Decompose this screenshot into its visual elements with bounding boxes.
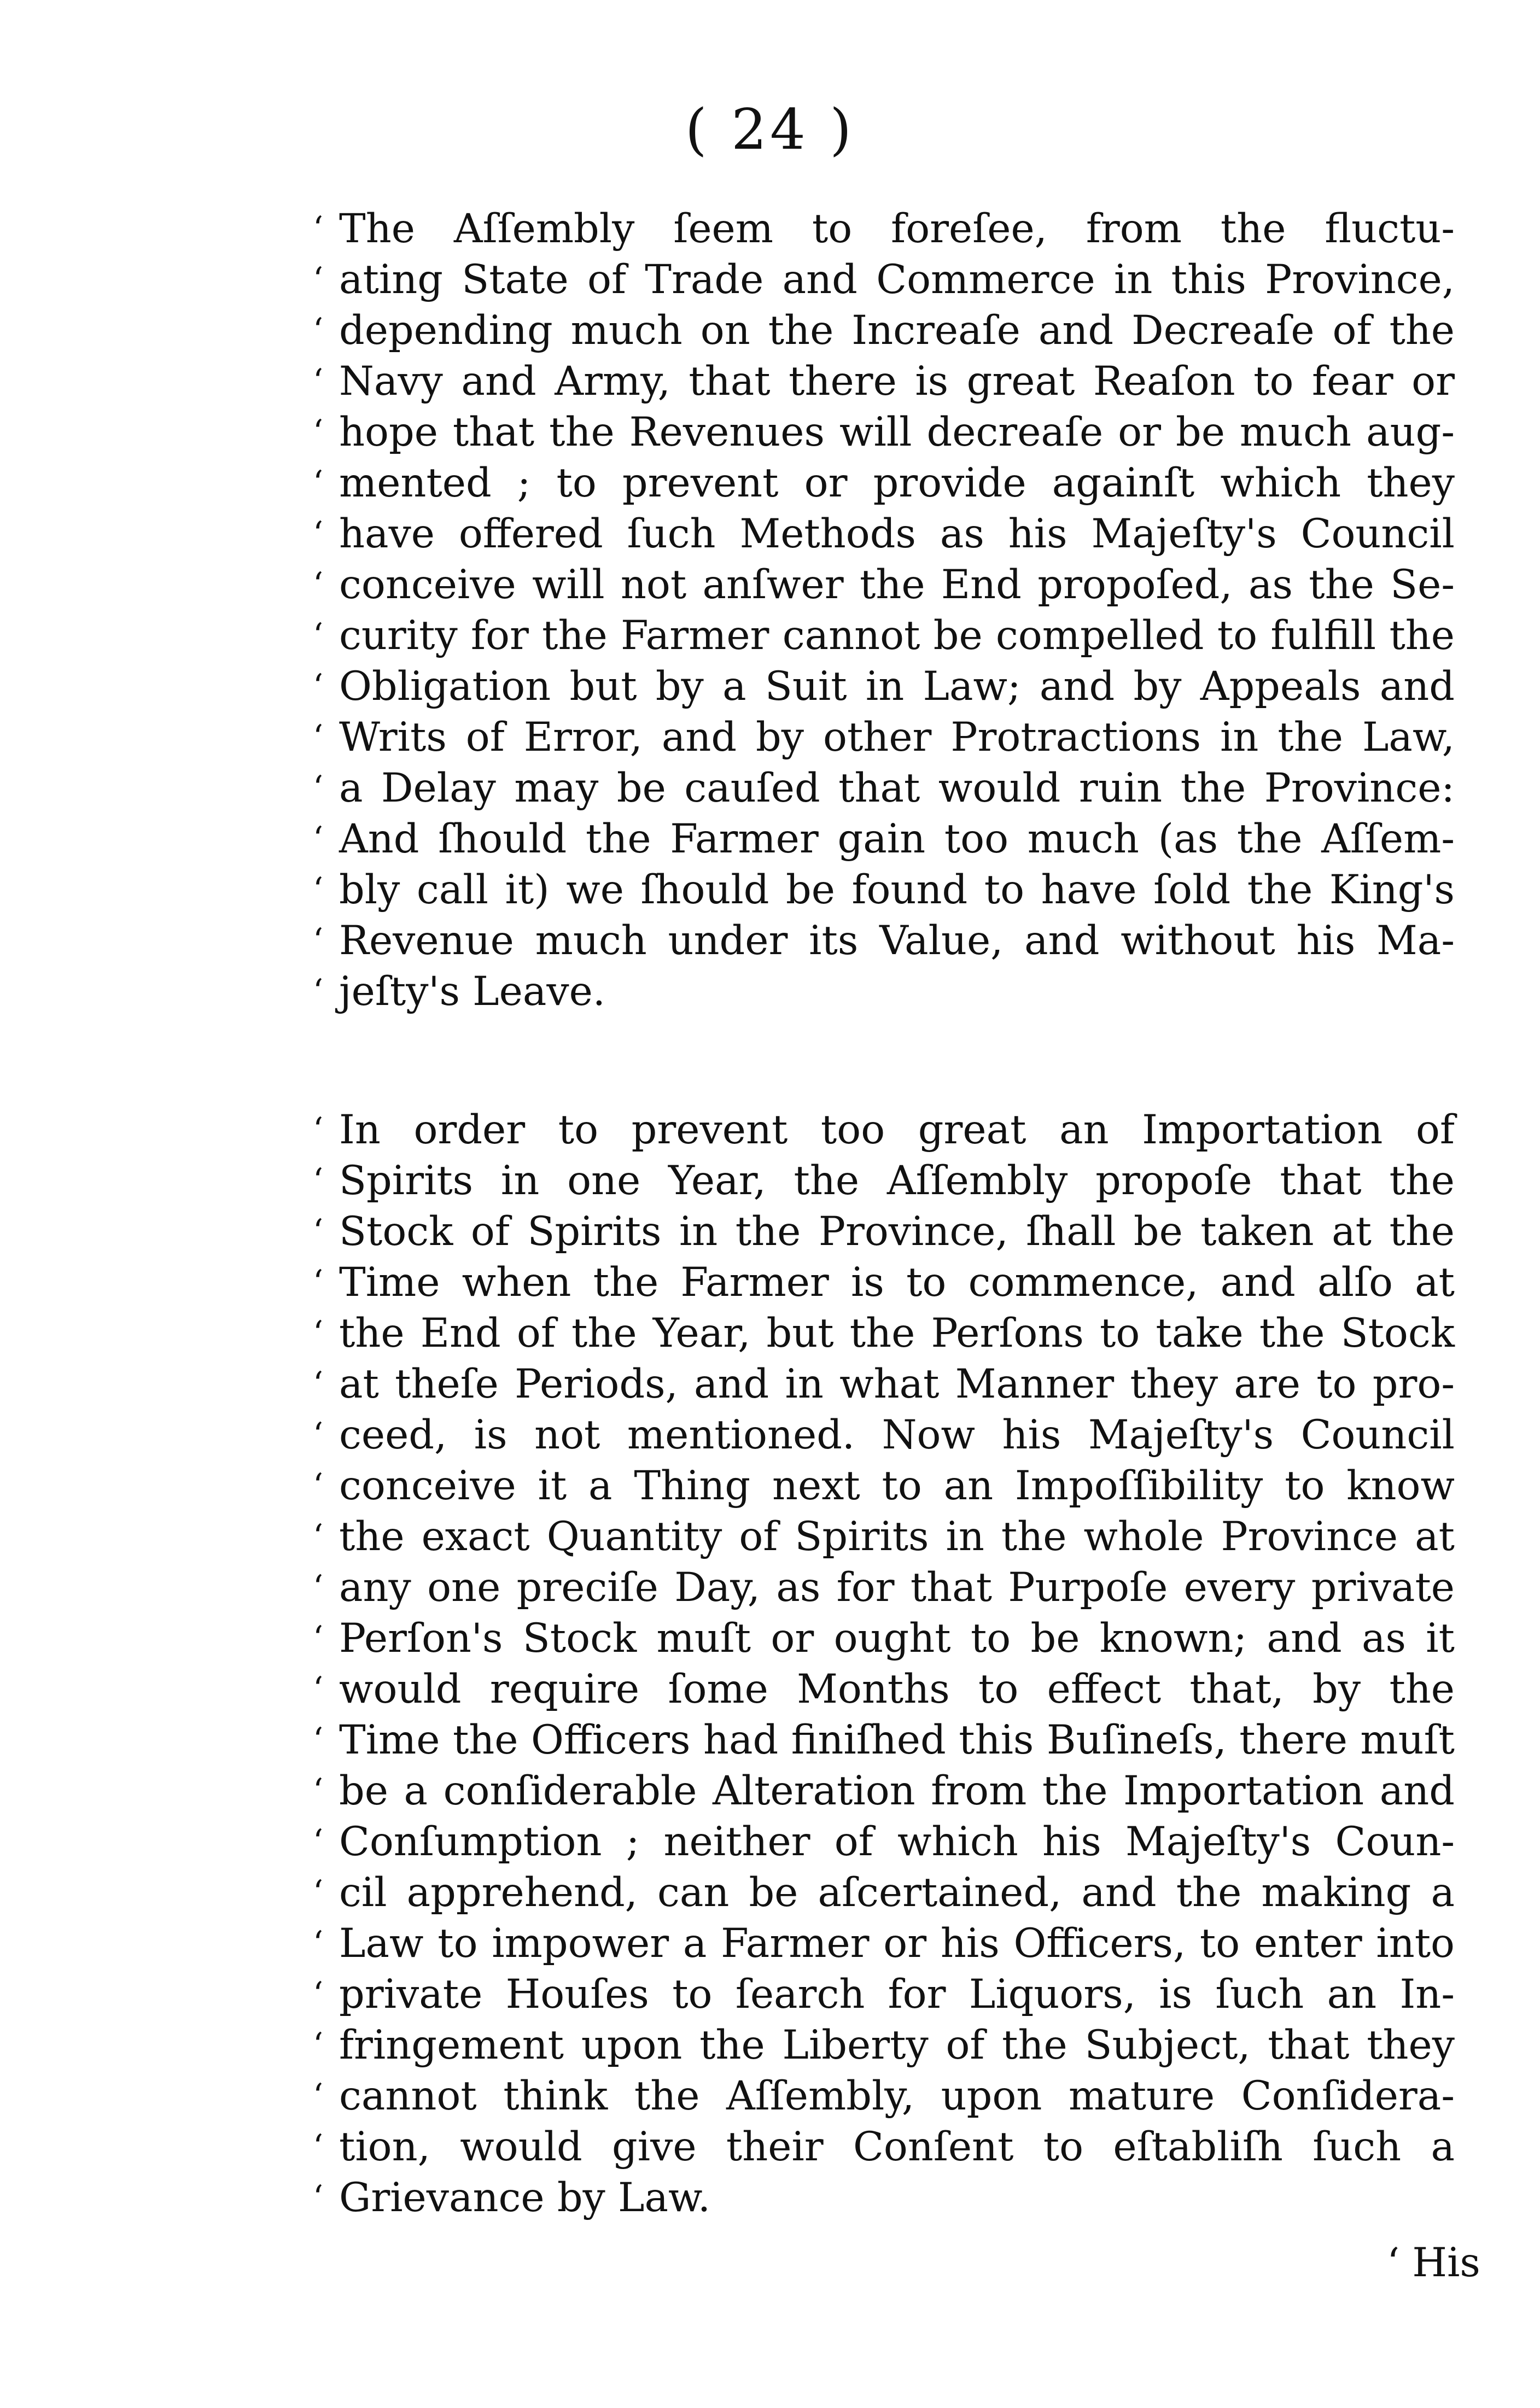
line-text: the End of the Year, but the Perſons to take the Stock — [339, 1310, 1455, 1357]
line-text: In order to prevent too great an Importation of — [339, 1107, 1455, 1153]
quote-mark: ‘ — [313, 2077, 324, 2115]
line-text: cannot think the Aſſembly, upon mature Conſidera- — [339, 2073, 1455, 2119]
quote-mark: ‘ — [313, 1466, 324, 1505]
page-number: ( 24 ) — [685, 97, 855, 162]
text-line — [313, 1206, 1455, 1257]
text-line — [313, 915, 1455, 966]
line-text: be a conſiderable Alteration from the Importation and — [339, 1768, 1455, 1814]
quote-mark: ‘ — [313, 1822, 324, 1861]
line-text: hope that the Revenues will decreaſe or be much aug- — [339, 409, 1455, 455]
text-line — [313, 559, 1455, 610]
quote-mark: ‘ — [313, 413, 324, 451]
text-line — [313, 1155, 1455, 1206]
text-line — [313, 509, 1455, 559]
text-line — [313, 1766, 1455, 1816]
quote-mark: ‘ — [313, 464, 324, 502]
quote-mark: ‘ — [313, 718, 324, 756]
quote-mark: ‘ — [313, 616, 324, 654]
text-line — [313, 1613, 1455, 1664]
text-line — [313, 814, 1455, 864]
text-line — [313, 2172, 1455, 2223]
quote-mark: ‘ — [313, 1212, 324, 1250]
line-text: private Houſes to ſearch for Liquors, is ſuch an In- — [339, 1971, 1455, 2018]
line-text: conceive will not anſwer the End propoſed, as the Se- — [339, 562, 1455, 608]
text-line — [313, 1969, 1455, 2020]
quote-mark: ‘ — [313, 515, 324, 553]
text-line — [313, 610, 1455, 661]
quote-mark: ‘ — [313, 1670, 324, 1708]
text-line — [313, 1257, 1455, 1308]
quote-mark: ‘ — [313, 209, 324, 248]
text-line — [313, 1816, 1455, 1867]
text-line — [313, 864, 1455, 915]
quote-mark: ‘ — [313, 667, 324, 705]
quote-mark: ‘ — [313, 1263, 324, 1301]
line-text: ating State of Trade and Commerce in this Province, — [339, 256, 1455, 303]
quote-mark: ‘ — [313, 260, 324, 299]
quote-mark: ‘ — [313, 311, 324, 349]
line-text: Time the Officers had finiſhed this Buſineſs, there muſt — [339, 1717, 1455, 1763]
quote-mark: ‘ — [313, 2026, 324, 2064]
text-line — [313, 305, 1455, 356]
line-text: tion, would give their Conſent to eſtabliſh ſuch a — [339, 2124, 1455, 2170]
line-text: a Delay may be cauſed that would ruin the Province: — [339, 765, 1455, 811]
line-text: Law to impower a Farmer or his Officers, to enter into — [339, 1920, 1455, 1967]
line-text: Obligation but by a Suit in Law; and by Appeals and — [339, 663, 1455, 710]
text-line — [313, 1664, 1455, 1715]
quote-mark: ‘ — [313, 820, 324, 858]
line-text: The Aſſembly ſeem to foreſee, from the fluctu- — [339, 206, 1455, 252]
quote-mark: ‘ — [313, 1365, 324, 1403]
line-text: fringement upon the Liberty of the Subject, that they — [339, 2022, 1455, 2068]
line-text: cil apprehend, can be aſcertained, and the making a — [339, 1869, 1455, 1916]
text-line — [313, 1104, 1455, 1155]
quote-mark: ‘ — [313, 565, 324, 604]
text-line — [313, 1715, 1455, 1766]
text-line — [313, 712, 1455, 763]
text-line — [313, 2071, 1455, 2121]
quote-mark: ‘ — [313, 1111, 324, 1149]
line-text: Grievance by Law. — [339, 2175, 711, 2221]
text-line — [313, 661, 1455, 712]
line-text: mented ; to prevent or provide againſt which they — [339, 460, 1455, 506]
line-text: And ſhould the Farmer gain too much (as the Aſſem- — [339, 816, 1455, 862]
quote-mark: ‘ — [313, 1314, 324, 1352]
line-text: conceive it a Thing next to an Impoſſibility to know — [339, 1463, 1455, 1509]
quote-mark: ‘ — [313, 1416, 324, 1454]
paragraph-1 — [313, 203, 1455, 1017]
line-text: curity for the Farmer cannot be compelled to fulfill the — [339, 612, 1455, 659]
quote-mark: ‘ — [313, 2178, 324, 2217]
text-line — [313, 763, 1455, 814]
text-line — [313, 1460, 1455, 1511]
text-line — [313, 458, 1455, 509]
line-text: would require ſome Months to effect that, by the — [339, 1666, 1455, 1713]
quote-mark: ‘ — [313, 1975, 324, 2013]
quote-mark: ‘ — [313, 1568, 324, 1606]
quote-mark: ‘ — [313, 769, 324, 807]
text-line — [313, 203, 1455, 254]
quote-mark: ‘ — [313, 1873, 324, 1912]
quote-mark: ‘ — [313, 1772, 324, 1810]
text-line — [313, 1410, 1455, 1460]
text-line — [313, 1918, 1455, 1969]
line-text: Time when the Farmer is to commence, and alſo at — [339, 1259, 1455, 1306]
line-text: Perſon's Stock muſt or ought to be known; and as it — [339, 1615, 1455, 1662]
quote-mark: ‘ — [313, 2128, 324, 2166]
text-line — [313, 356, 1455, 407]
paragraph-2 — [313, 1104, 1455, 2223]
quote-mark: ‘ — [313, 1721, 324, 1759]
text-line — [313, 1359, 1455, 1410]
text-line — [313, 1562, 1455, 1613]
line-text: any one preciſe Day, as for that Purpoſe every private — [339, 1564, 1455, 1611]
line-text: Conſumption ; neither of which his Majeſty's Coun- — [339, 1819, 1455, 1865]
line-text: Writs of Error, and by other Protractions in the Law, — [339, 714, 1455, 761]
text-line — [313, 2121, 1455, 2172]
line-text: Spirits in one Year, the Aſſembly propoſe that the — [339, 1158, 1455, 1204]
quote-mark: ‘ — [313, 870, 324, 909]
line-text: depending much on the Increaſe and Decreaſe of the — [339, 307, 1455, 354]
quote-mark: ‘ — [313, 1924, 324, 1962]
quote-mark: ‘ — [313, 1619, 324, 1657]
catchword: ‘ His — [1387, 2240, 1480, 2286]
text-line — [313, 2020, 1455, 2071]
line-text: Stock of Spirits in the Province, ſhall be taken at the — [339, 1208, 1455, 1255]
line-text: have offered ſuch Methods as his Majeſty's Council — [339, 511, 1455, 557]
quote-mark: ‘ — [313, 1161, 324, 1200]
line-text: jeſty's Leave. — [339, 968, 606, 1015]
quote-mark: ‘ — [313, 362, 324, 400]
text-line — [313, 1867, 1455, 1918]
text-line — [313, 407, 1455, 458]
line-text: at theſe Periods, and in what Manner they are to pro- — [339, 1361, 1455, 1407]
line-text: Navy and Army, that there is great Reaſon to fear or — [339, 358, 1455, 405]
line-text: the exact Quantity of Spirits in the whole Province at — [339, 1513, 1455, 1560]
line-text: ceed, is not mentioned. Now his Majeſty's Council — [339, 1412, 1455, 1458]
line-text: Revenue much under its Value, and without his Ma- — [339, 917, 1455, 964]
text-line — [313, 254, 1455, 305]
quote-mark: ‘ — [313, 972, 324, 1010]
text-line — [313, 1511, 1455, 1562]
text-line — [313, 966, 1455, 1017]
quote-mark: ‘ — [313, 921, 324, 960]
quote-mark: ‘ — [313, 1517, 324, 1556]
text-line — [313, 1308, 1455, 1359]
line-text: bly call it) we ſhould be found to have ſold the King's — [339, 867, 1455, 913]
